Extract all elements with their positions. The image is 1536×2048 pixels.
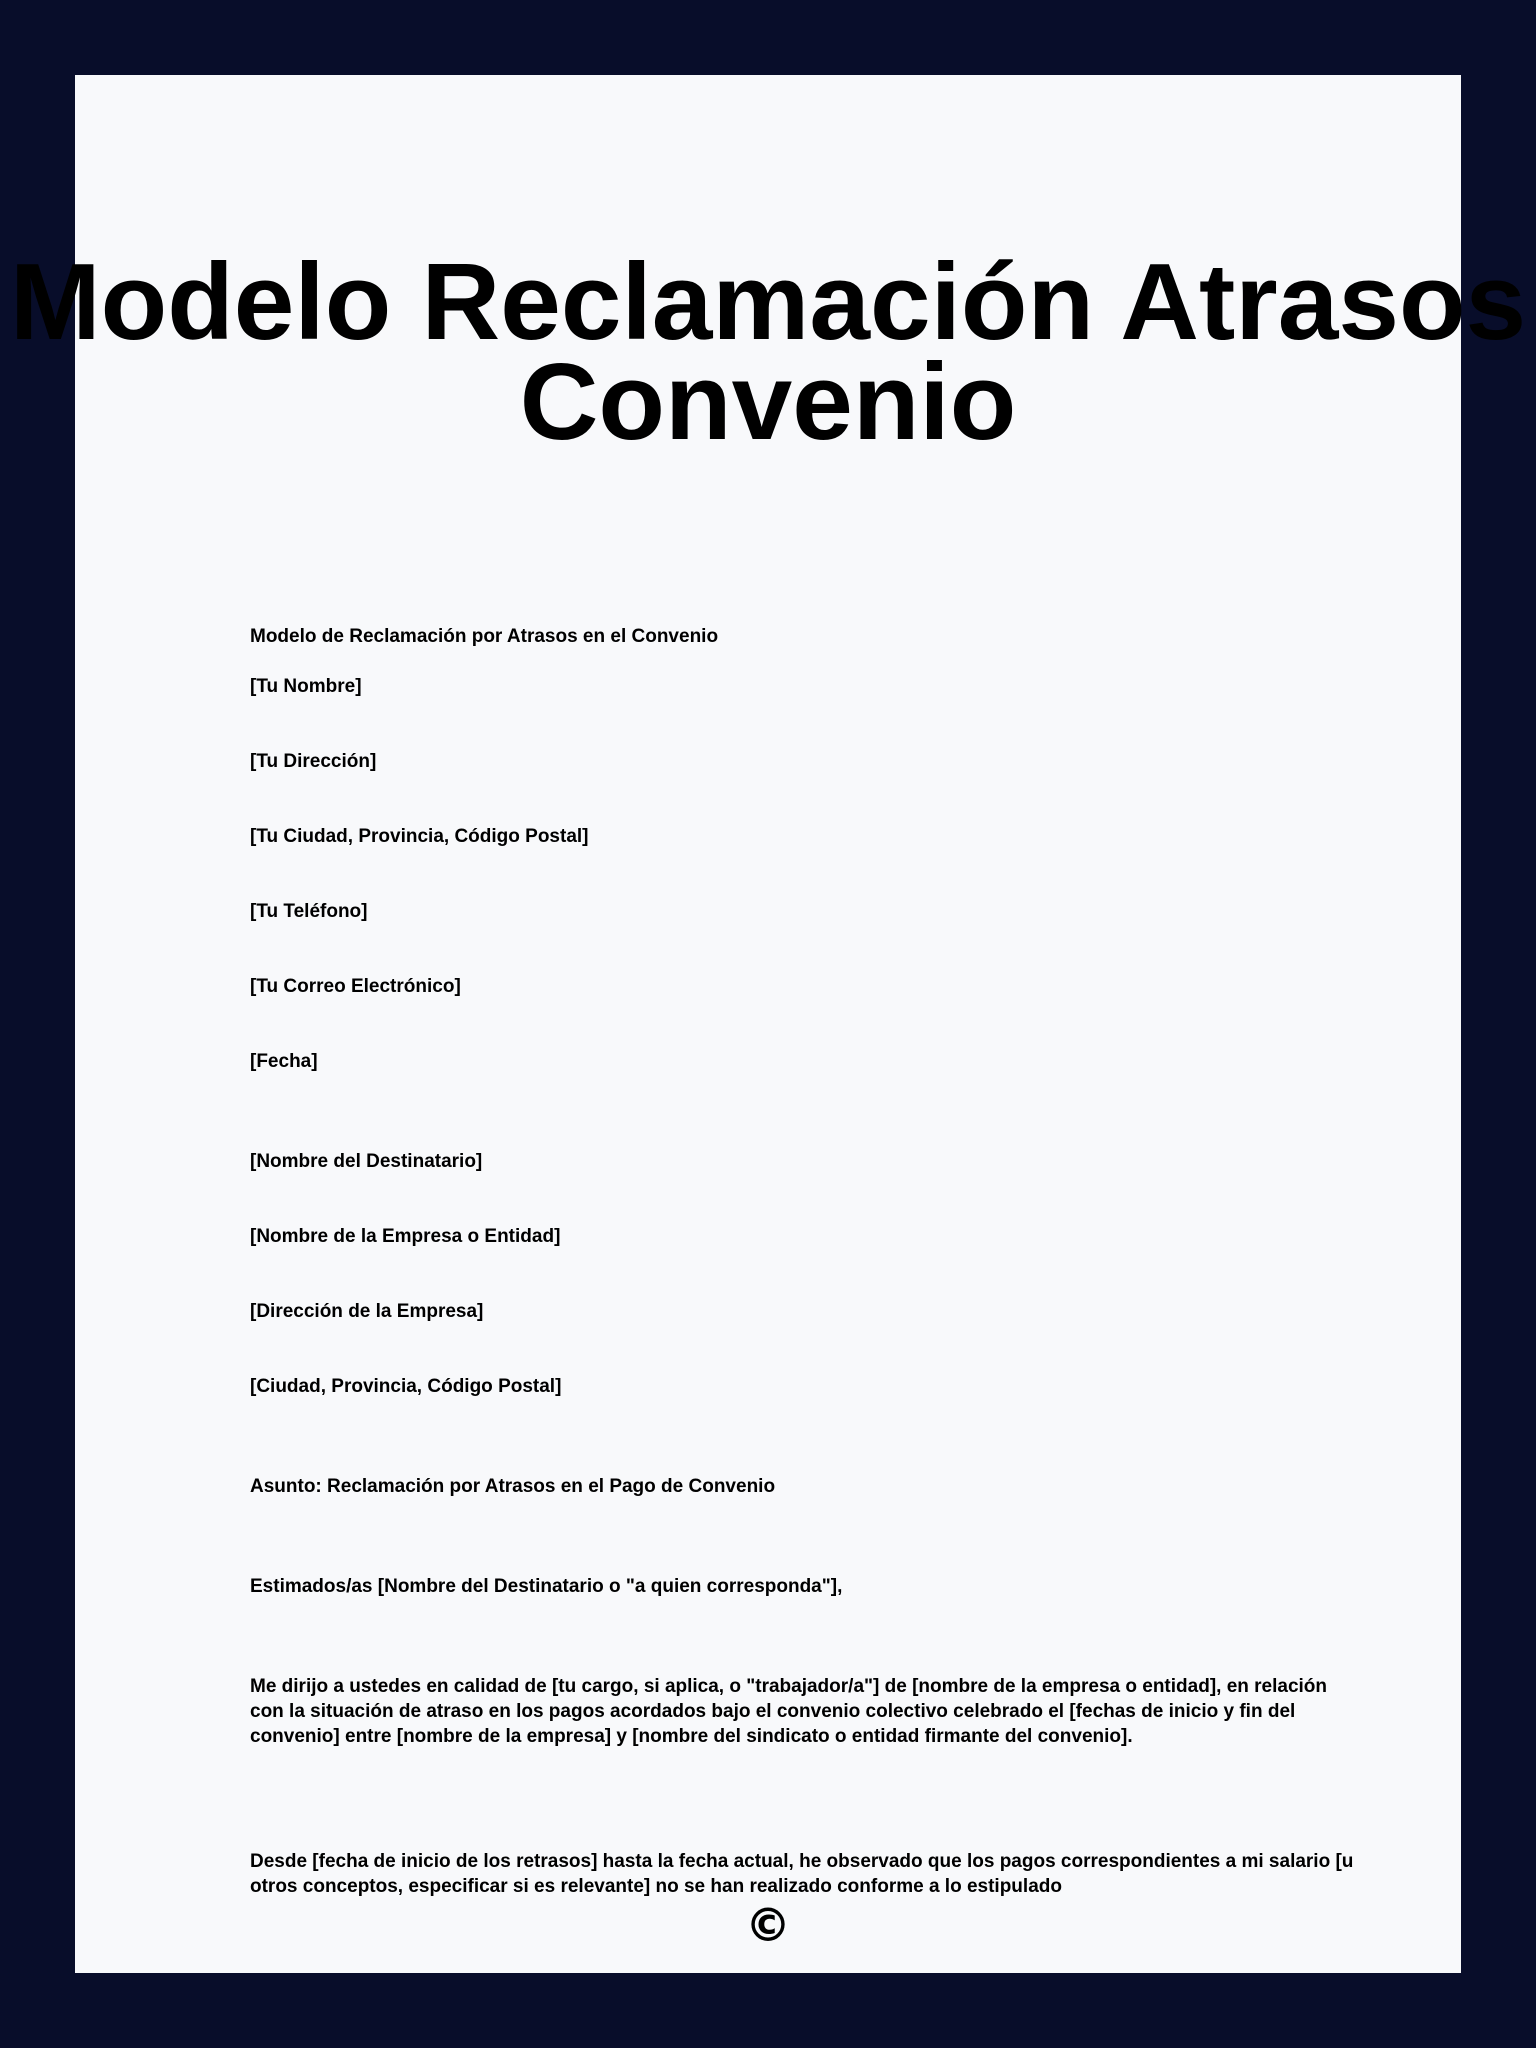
sender-address: [Tu Dirección] [250,751,377,772]
sender-email: [Tu Correo Electrónico] [250,976,461,997]
letter-paragraph-2: Desde [fecha de inicio de los retrasos] hasta la fecha actual, he observado que los pagos correspondientes a mi salario [u otros conceptos, especificar si es relevante] no se han realizado conforme a lo estipulado [250,1851,1354,1897]
recipient-address: [Dirección de la Empresa] [250,1301,484,1322]
sender-city: [Tu Ciudad, Provincia, Código Postal] [250,826,589,847]
sender-name: [Tu Nombre] [250,676,362,697]
letter-heading: Modelo de Reclamación por Atrasos en el Convenio [250,626,719,647]
letter-date: [Fecha] [250,1051,318,1072]
letter-subject: Asunto: Reclamación por Atrasos en el Pago de Convenio [250,1476,776,1497]
letter-paragraph-1: Me dirijo a ustedes en calidad de [tu cargo, si aplica, o "trabajador/a"] de [nombre de la empresa o entidad], en relación con la situación de atraso en los pagos acordados bajo el convenio colectivo celebrado el [fechas de inicio y fin del convenio] entre [nombre de la empresa] y [nombre del sindicato o entidad firmante del convenio]. [250,1676,1328,1747]
recipient-company: [Nombre de la Empresa o Entidad] [250,1226,561,1247]
letter-greeting: Estimados/as [Nombre del Destinatario o "a quien corresponda"], [250,1576,843,1597]
document-title-line-2: Convenio [519,341,1017,463]
document-page [9,75,1527,1973]
recipient-city: [Ciudad, Provincia, Código Postal] [250,1376,562,1397]
document-title [0,241,1536,463]
document-title-line-1: Modelo Reclamación Atrasos [9,241,1527,363]
recipient-name: [Nombre del Destinatario] [250,1151,483,1172]
sender-phone: [Tu Teléfono] [250,901,368,922]
copyright-icon: © [745,1898,791,1952]
